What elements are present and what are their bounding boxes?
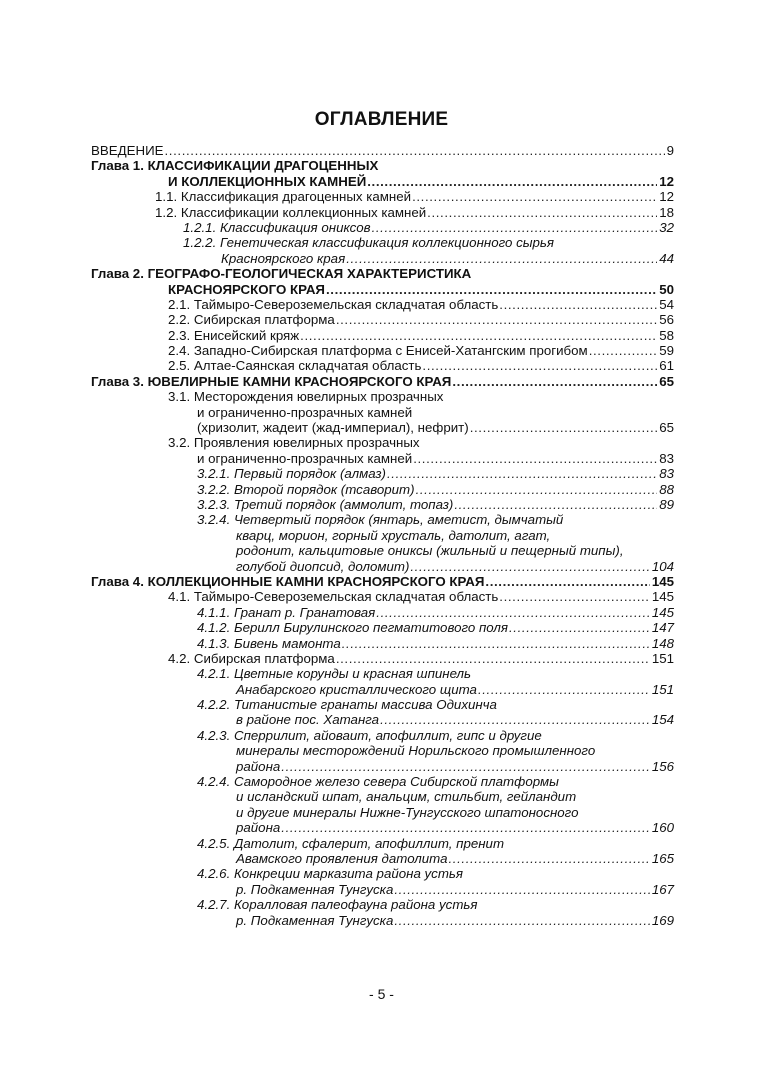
toc-entry (91, 743, 674, 758)
dot-leader (376, 605, 650, 620)
toc-entry-title: и исландский шпат, анальцим, стильбит, гейландит (236, 789, 577, 805)
toc-entry-page: 65 (659, 373, 674, 389)
toc-entry (91, 789, 674, 804)
toc-entry-title: 4.2.5. Датолит, сфалерит, апофиллит, пренит (197, 835, 505, 851)
toc-entry-title: в районе пос. Хатанга (236, 712, 380, 728)
toc-entry (91, 158, 674, 173)
toc-entry-page: 154 (651, 712, 674, 728)
toc-entry-title: 4.1.1. Гранат р. Гранатовая (197, 604, 376, 620)
toc-entry-title: района (236, 758, 281, 774)
toc-entry-page: 65 (659, 420, 674, 436)
toc-entry-title: 2.5. Алтае-Саянская складчатая область (168, 358, 422, 374)
toc-entry (91, 466, 674, 481)
toc-entry-page: 50 (659, 281, 674, 297)
toc-entry (91, 328, 674, 343)
toc-entry-title: 2.1. Таймыро-Североземельская складчатая область (168, 296, 499, 312)
toc-entry (91, 143, 674, 158)
toc-entry-page: 32 (659, 219, 674, 235)
toc-entry (91, 435, 674, 450)
toc-entry (91, 235, 674, 250)
toc-entry (91, 851, 674, 866)
toc-entry (91, 282, 674, 297)
toc-entry (91, 882, 674, 897)
toc-entry (91, 451, 674, 466)
toc-entry-page: 165 (651, 850, 674, 866)
toc-entry (91, 589, 674, 604)
toc-entry-title: 1.2.2. Генетическая классификация коллекционного сырья (183, 235, 555, 251)
toc-entry (91, 728, 674, 743)
dot-leader (422, 358, 657, 373)
toc-entry-page: 104 (651, 558, 674, 574)
toc-entry (91, 312, 674, 327)
toc-entry-title: голубой диопсид, доломит) (236, 558, 410, 574)
toc-entry (91, 528, 674, 543)
toc-entry (91, 358, 674, 373)
toc-entry-page: 54 (659, 296, 674, 312)
dot-leader (342, 636, 650, 651)
dot-leader (499, 589, 650, 604)
toc-entry-page: 147 (651, 620, 674, 636)
dot-leader (509, 620, 650, 635)
toc-entry (91, 189, 674, 204)
toc-entry (91, 482, 674, 497)
dot-leader (589, 343, 658, 358)
toc-entry-page: 160 (651, 820, 674, 836)
dot-leader (452, 374, 657, 389)
toc-entry (91, 697, 674, 712)
toc-entry-title: 4.2.6. Конкреции марказита района устья (197, 866, 464, 882)
dot-leader (413, 451, 657, 466)
toc-entry (91, 866, 674, 881)
toc-entry-title: минералы месторождений Норильского промышленного (236, 743, 596, 759)
dot-leader (427, 205, 657, 220)
toc-entry-title: 3.2.1. Первый порядок (алмаз) (197, 466, 386, 482)
dot-leader (499, 297, 657, 312)
toc-entry-page: 145 (651, 589, 674, 605)
toc-entry-page: 18 (659, 204, 674, 220)
dot-leader (387, 466, 657, 481)
dot-leader (380, 712, 650, 727)
toc-entry-page: 88 (659, 481, 674, 497)
toc-entry-title: КРАСНОЯРСКОГО КРАЯ (168, 281, 325, 297)
toc-entry-title: ВВЕДЕНИЕ (91, 143, 164, 158)
toc-entry-title: 2.4. Западно-Сибирская платформа с Енисей-Хатангским прогибом (168, 343, 588, 359)
toc-entry-page: 9 (666, 143, 674, 158)
toc-entry-title: 3.2.3. Третий порядок (аммолит, топаз) (197, 496, 454, 512)
dot-leader (372, 220, 658, 235)
toc-entry (91, 512, 674, 527)
dot-leader (300, 328, 657, 343)
toc-entry (91, 605, 674, 620)
toc-entry-page: 59 (659, 343, 674, 359)
toc-entry-title: 4.1.3. Бивень мамонта (197, 635, 341, 651)
dot-leader (336, 651, 650, 666)
dot-leader (485, 574, 649, 589)
toc-entry-page: 83 (659, 466, 674, 482)
toc-entry-title: Глава 4. КОЛЛЕКЦИОННЫЕ КАМНИ КРАСНОЯРСКОГО КРАЯ (91, 573, 485, 589)
dot-leader (336, 312, 657, 327)
toc-entry-title: 4.2.1. Цветные корунды и красная шпинель (197, 666, 472, 682)
toc-entry-title: 4.1.2. Берилл Бирулинского пегматитового поля (197, 620, 509, 636)
toc-entry-title: Глава 1. КЛАССИФИКАЦИИ ДРАГОЦЕННЫХ (91, 158, 379, 174)
toc-entry (91, 405, 674, 420)
dot-leader (165, 143, 665, 158)
toc-entry-page: 44 (659, 250, 674, 266)
toc-entry-page: 167 (651, 881, 674, 897)
dot-leader (478, 682, 650, 697)
toc-entry-page: 56 (659, 312, 674, 328)
toc-entry-page: 12 (659, 189, 674, 205)
toc-entry (91, 805, 674, 820)
toc-entry (91, 774, 674, 789)
toc-entry (91, 343, 674, 358)
toc-entry-page: 145 (651, 604, 674, 620)
toc-entry-page: 12 (659, 173, 674, 189)
dot-leader (367, 174, 657, 189)
dot-leader (394, 913, 649, 928)
toc-entry-title: и ограниченно-прозрачных камней (197, 404, 413, 420)
toc-entry (91, 420, 674, 435)
toc-entry (91, 666, 674, 681)
toc-entry-page: 89 (659, 496, 674, 512)
toc-entry (91, 220, 674, 235)
toc-entry-title: 1.1. Классификация драгоценных камней (155, 189, 412, 205)
toc-entry-title: 1.2.1. Классификация ониксов (183, 219, 371, 235)
toc-entry-title: 4.2. Сибирская платформа (168, 650, 335, 666)
dot-leader (281, 759, 650, 774)
toc-entry (91, 913, 674, 928)
toc-entry (91, 682, 674, 697)
page-title: ОГЛАВЛЕНИЕ (314, 109, 449, 130)
toc-entry-title: Глава 3. ЮВЕЛИРНЫЕ КАМНИ КРАСНОЯРСКОГО КРАЯ (91, 373, 452, 389)
toc-entry (91, 759, 674, 774)
dot-leader (449, 851, 650, 866)
toc-entry (91, 897, 674, 912)
toc-entry (91, 712, 674, 727)
dot-leader (454, 497, 657, 512)
toc-entry-title: 3.1. Месторождения ювелирных прозрачных (168, 389, 444, 405)
toc-entry (91, 559, 674, 574)
toc-entry-title: р. Подкаменная Тунгуска (236, 881, 394, 897)
toc-entry (91, 574, 674, 589)
toc-entry (91, 620, 674, 635)
toc-entry (91, 636, 674, 651)
toc-entry (91, 389, 674, 404)
toc-entry-title: 3.2.2. Второй порядок (тсаворит) (197, 481, 415, 497)
toc-entry-title: Глава 2. ГЕОГРАФО-ГЕОЛОГИЧЕСКАЯ ХАРАКТЕРИСТИКА (91, 266, 472, 282)
dot-leader (346, 251, 657, 266)
dot-leader (412, 189, 657, 204)
toc-entry-title: района (236, 820, 281, 836)
toc-entry-title: кварц, морион, горный хрусталь, датолит, агат, (236, 527, 551, 543)
toc-entry (91, 543, 674, 558)
toc-entry (91, 251, 674, 266)
toc-entry-title: 2.3. Енисейский кряж (168, 327, 300, 343)
dot-leader (326, 282, 657, 297)
toc-entry-title: 4.2.2. Титанистые гранаты массива Одихинча (197, 697, 497, 713)
page-number: - 5 - (369, 986, 394, 1002)
toc-entry (91, 651, 674, 666)
toc-entry-title: 4.2.7. Коралловая палеофауна района устья (197, 897, 478, 913)
toc-entry (91, 205, 674, 220)
toc-entry-page: 58 (659, 327, 674, 343)
toc-entry-title: 1.2. Классификации коллекционных камней (155, 204, 427, 220)
toc-entry-title: р. Подкаменная Тунгуска (236, 912, 394, 928)
dot-leader (281, 820, 650, 835)
toc-entry-title: 4.2.4. Самородное железо севера Сибирской платформы (197, 774, 559, 790)
toc-entry-title: 3.2. Проявления ювелирных прозрачных (168, 435, 420, 451)
toc-entry-title: и ограниченно-прозрачных камней (197, 450, 413, 466)
toc-entry-title: Авамского проявления датолита (236, 850, 448, 866)
toc-entry (91, 820, 674, 835)
toc-entry (91, 174, 674, 189)
toc-entry-title: Красноярского края (221, 250, 346, 266)
toc-entry-title: И КОЛЛЕКЦИОННЫХ КАМНЕЙ (168, 173, 367, 189)
toc-entry-title: 3.2.4. Четвертый порядок (янтарь, аметист, дымчатый (197, 512, 564, 528)
toc-entry-title: 4.2.3. Сперрилит, айоваит, апофиллит, гипс и другие (197, 727, 542, 743)
toc-entry-title: родонит, кальцитовые ониксы (жильный и пещерный типы), (236, 543, 624, 559)
toc-entry (91, 297, 674, 312)
toc-entry (91, 497, 674, 512)
dot-leader (470, 420, 658, 435)
toc-entry (91, 374, 674, 389)
toc-entry-title: и другие минералы Нижне-Тунгусского шпатоносного (236, 804, 579, 820)
toc-entry-page: 151 (651, 681, 674, 697)
toc-entry (91, 836, 674, 851)
toc-entry-title: (хризолит, жадеит (жад-империал), нефрит) (197, 420, 469, 436)
toc-entry-title: 4.1. Таймыро-Североземельская складчатая область (168, 589, 499, 605)
toc-entry-page: 156 (651, 758, 674, 774)
toc-entry-title: Анабарского кристаллического щита (236, 681, 477, 697)
toc-entry-page: 148 (651, 635, 674, 651)
toc-entry-title: 2.2. Сибирская платформа (168, 312, 335, 328)
toc-entry-page: 151 (651, 650, 674, 666)
toc-entry-page: 83 (659, 450, 674, 466)
dot-leader (410, 559, 649, 574)
dot-leader (394, 882, 649, 897)
dot-leader (416, 482, 658, 497)
toc-entry-page: 169 (651, 912, 674, 928)
toc-entry-page: 145 (651, 573, 674, 589)
toc-entry (91, 266, 674, 281)
table-of-contents (91, 143, 674, 928)
toc-entry-page: 61 (659, 358, 674, 374)
